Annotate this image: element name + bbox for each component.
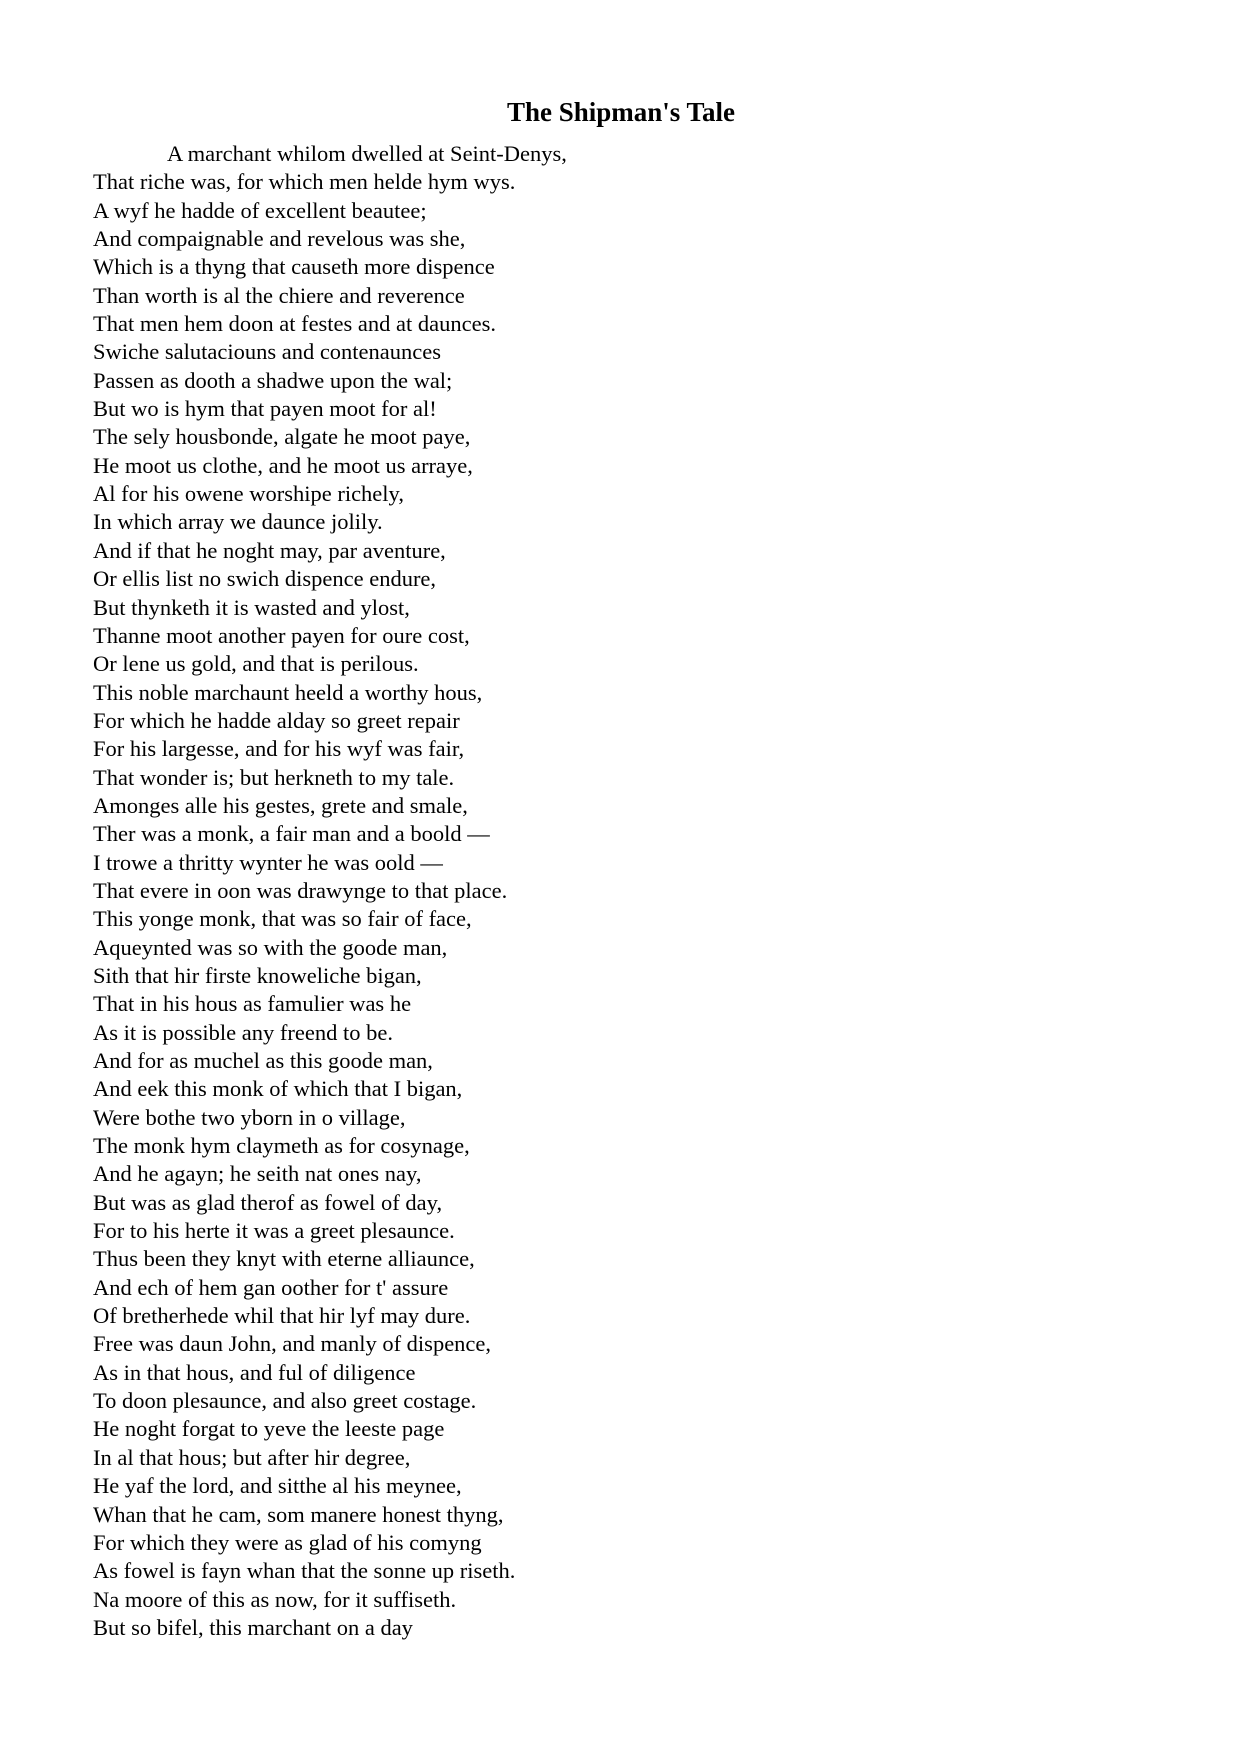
poem-line: In which array we daunce jolily. <box>93 509 383 535</box>
poem-line: Passen as dooth a shadwe upon the wal; <box>93 367 453 393</box>
poem-line: I trowe a thritty wynter he was oold — <box>93 849 443 875</box>
poem-line: That riche was, for which men helde hym wys. <box>93 169 516 195</box>
poem-line: For to his herte it was a greet plesaunce. <box>93 1218 455 1244</box>
poem-line: Al for his owene worshipe richely, <box>93 481 404 507</box>
poem-line: And eek this monk of which that I bigan, <box>93 1076 463 1102</box>
poem-line: This yonge monk, that was so fair of face, <box>93 906 472 932</box>
poem-line: Which is a thyng that causeth more dispence <box>93 254 495 280</box>
poem-line: Aqueynted was so with the goode man, <box>93 934 448 960</box>
poem-line: Swiche salutaciouns and contenaunces <box>93 339 442 365</box>
poem-line: That wonder is; but herkneth to my tale. <box>93 764 455 790</box>
poem-line: Free was daun John, and manly of dispence, <box>93 1331 492 1357</box>
poem-line: For which he hadde alday so greet repair <box>93 707 460 733</box>
poem-line: The monk hym claymeth as for cosynage, <box>93 1133 470 1159</box>
poem-line: Na moore of this as now, for it suffiseth. <box>93 1586 457 1612</box>
poem-line: And for as muchel as this goode man, <box>93 1048 433 1073</box>
poem-line: Thus been they knyt with eterne alliaunce, <box>93 1246 475 1272</box>
poem-line: In al that hous; but after hir degree, <box>93 1444 411 1470</box>
poem-line: And compaignable and revelous was she, <box>93 226 466 252</box>
poem-line: Of bretherhede whil that hir lyf may dure. <box>93 1303 471 1329</box>
poem-line: That in his hous as famulier was he <box>93 991 412 1017</box>
poem-line: This noble marchaunt heeld a worthy hous, <box>93 679 483 705</box>
poem-line: A wyf he hadde of excellent beautee; <box>93 197 427 223</box>
poem-line: And ech of hem gan oother for t' assure <box>93 1274 449 1300</box>
poem-line: Amonges alle his gestes, grete and smale, <box>93 792 468 818</box>
poem-body <box>93 140 1193 1642</box>
poem-line: Or lene us gold, and that is perilous. <box>93 651 419 677</box>
poem-line: Sith that hir firste knoweliche bigan, <box>93 962 422 988</box>
poem-line: He noght forgat to yeve the leeste page <box>93 1416 445 1442</box>
poem-line: That men hem doon at festes and at daunces. <box>93 311 496 337</box>
poem-line: And if that he noght may, par aventure, <box>93 537 446 563</box>
poem-line: And he agayn; he seith nat ones nay, <box>93 1161 422 1187</box>
poem-line: Were bothe two yborn in o village, <box>93 1104 406 1130</box>
poem-line: He yaf the lord, and sitthe al his meynee, <box>93 1473 462 1499</box>
poem-line: As in that hous, and ful of diligence <box>93 1359 416 1385</box>
page-title <box>0 95 1242 129</box>
poem-line: Or ellis list no swich dispence endure, <box>93 566 437 592</box>
poem-line: But thynketh it is wasted and ylost, <box>93 594 410 620</box>
poem-line: Whan that he cam, som manere honest thyng, <box>93 1501 504 1527</box>
poem-line: For which they were as glad of his comyng <box>93 1529 482 1555</box>
page-title-text: The Shipman's Tale <box>506 97 736 127</box>
poem-line: But wo is hym that payen moot for al! <box>93 396 437 422</box>
poem-line: Than worth is al the chiere and reverence <box>93 282 465 308</box>
poem-line: But so bifel, this marchant on a day <box>93 1614 413 1640</box>
poem-line: A marchant whilom dwelled at Seint-Denys, <box>167 141 567 166</box>
poem-line: As it is possible any freend to be. <box>93 1019 393 1045</box>
poem-line: But was as glad therof as fowel of day, <box>93 1189 443 1215</box>
poem-line: Thanne moot another payen for oure cost, <box>93 622 470 648</box>
poem-line: For his largesse, and for his wyf was fair, <box>93 736 465 762</box>
poem-line: Ther was a monk, a fair man and a boold — <box>93 821 490 847</box>
poem-line: The sely housbonde, algate he moot paye, <box>93 424 471 450</box>
poem-line: As fowel is fayn whan that the sonne up riseth. <box>93 1558 516 1584</box>
poem-line: He moot us clothe, and he moot us arraye, <box>93 452 473 478</box>
poem-line: To doon plesaunce, and also greet costage. <box>93 1388 477 1414</box>
poem-line: That evere in oon was drawynge to that place. <box>93 877 508 903</box>
